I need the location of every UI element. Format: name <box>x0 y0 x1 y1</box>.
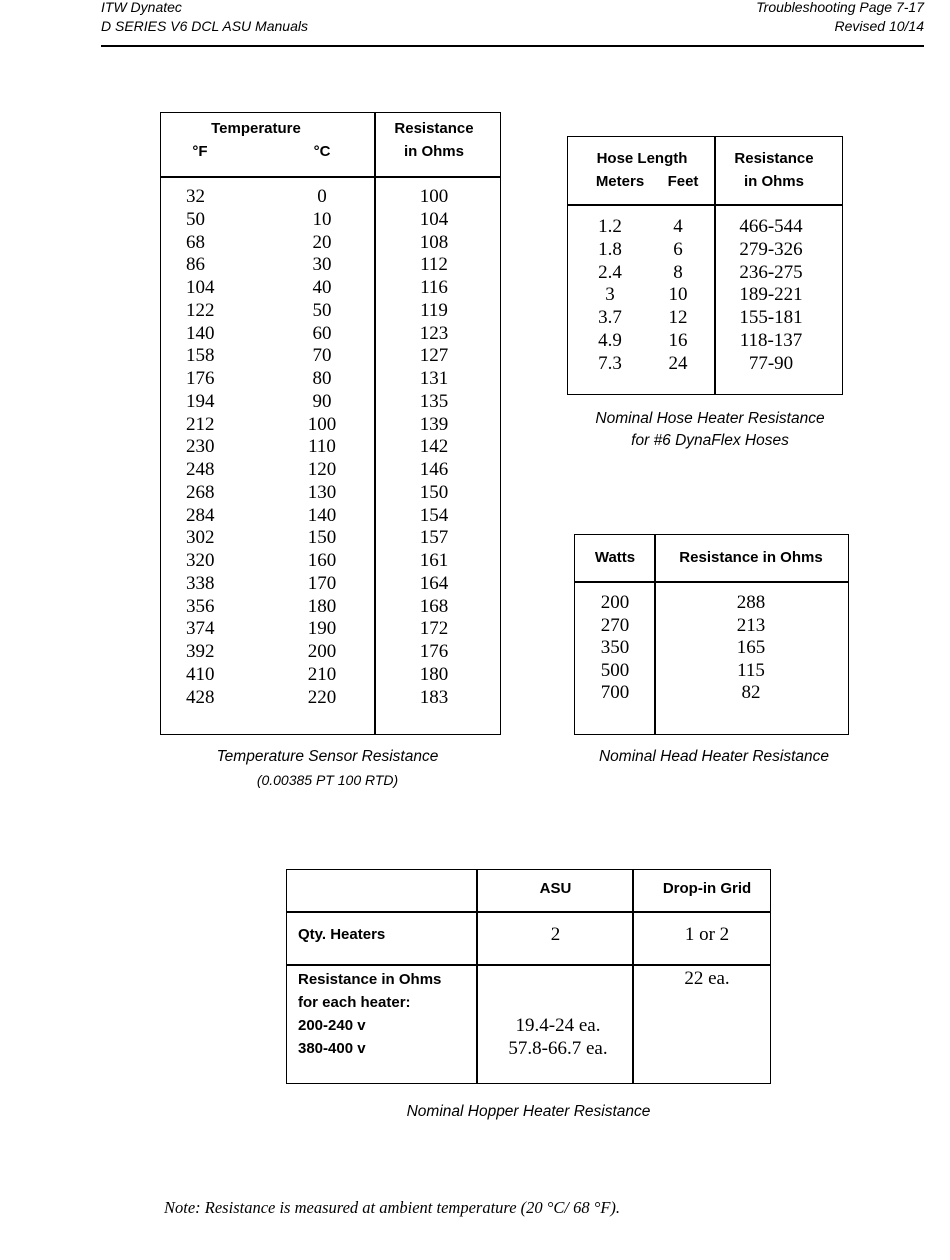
ohms-cell: 146 <box>419 459 449 480</box>
celsius-cell: 190 <box>307 618 337 640</box>
celsius-cell: 60 <box>312 322 332 344</box>
celsius-cell: 130 <box>307 481 337 503</box>
ohms-cell: 155-181 <box>739 307 803 328</box>
fahrenheit-cell: 50 <box>186 208 205 230</box>
ohms-cell: 157 <box>419 527 449 549</box>
feet-header: Feet <box>667 173 699 190</box>
celsius-cell: 90 <box>312 390 332 412</box>
ohms-cell: 183 <box>419 686 449 708</box>
divider <box>574 581 849 583</box>
ohms-cell: 127 <box>419 345 449 367</box>
celsius-cell: 100 <box>307 413 337 435</box>
ohms-header: in Ohms <box>743 173 804 190</box>
ohms-cell: 213 <box>736 614 766 636</box>
hose-caption-2: for #6 DynaFlex Hoses <box>631 432 789 449</box>
ohms-cell: 466-544 <box>739 216 803 237</box>
ohms-cell: 131 <box>419 368 449 389</box>
celsius-cell: 210 <box>307 663 337 685</box>
head-caption: Nominal Head Heater Resistance <box>598 748 830 765</box>
fahrenheit-header: °F <box>192 143 208 160</box>
ohms-cell: 119 <box>420 299 448 321</box>
fahrenheit-cell: 428 <box>186 686 215 708</box>
watts-cell: 350 <box>600 637 630 659</box>
meters-cell: 2.4 <box>598 261 622 283</box>
feet-cell: 4 <box>673 216 683 237</box>
resistance-header: Resistance <box>734 150 814 167</box>
watts-cell: 500 <box>600 659 630 681</box>
watts-cell: 200 <box>600 592 630 613</box>
fahrenheit-cell: 230 <box>186 436 215 458</box>
ohms-cell: 168 <box>419 595 449 617</box>
ohms-cell: 165 <box>736 637 766 659</box>
voltage-200-240-label: 200-240 v <box>298 1017 366 1034</box>
celsius-cell: 220 <box>307 686 337 708</box>
fahrenheit-cell: 104 <box>186 277 215 298</box>
asu-resistance-200-240: 19.4-24 ea. <box>515 1015 601 1036</box>
celsius-cell: 80 <box>312 368 332 389</box>
ohms-cell: 288 <box>736 592 766 613</box>
ohms-cell: 279-326 <box>739 238 803 260</box>
fahrenheit-cell: 176 <box>186 368 215 389</box>
ohms-cell: 104 <box>419 208 449 230</box>
ohms-cell: 236-275 <box>739 261 803 283</box>
watts-header: Watts <box>594 549 636 566</box>
fahrenheit-cell: 212 <box>186 413 215 435</box>
ohms-cell: 180 <box>419 663 449 685</box>
dropin-grid-header: Drop-in Grid <box>662 880 752 897</box>
divider <box>374 112 376 735</box>
ohms-cell: 142 <box>419 436 449 458</box>
ohms-header: in Ohms <box>403 143 464 160</box>
divider <box>160 176 501 178</box>
celsius-cell: 140 <box>307 504 337 526</box>
feet-cell: 16 <box>668 329 688 351</box>
ohms-cell: 172 <box>419 618 449 640</box>
meters-cell: 3 <box>605 284 615 306</box>
ohms-cell: 82 <box>741 682 761 704</box>
fahrenheit-cell: 356 <box>186 595 215 617</box>
fahrenheit-cell: 410 <box>186 663 215 685</box>
hose-length-header: Hose Length <box>596 150 688 167</box>
fahrenheit-cell: 374 <box>186 618 215 640</box>
watts-cell: 270 <box>600 614 630 636</box>
ohms-cell: 150 <box>419 481 449 503</box>
qty-asu: 2 <box>550 924 561 945</box>
celsius-cell: 180 <box>307 595 337 617</box>
temperature-subcaption: (0.00385 PT 100 RTD) <box>256 772 399 788</box>
feet-cell: 12 <box>668 307 688 328</box>
celsius-cell: 200 <box>307 641 337 662</box>
ohms-cell: 77-90 <box>748 352 794 374</box>
meters-cell: 7.3 <box>598 352 622 374</box>
celsius-cell: 160 <box>307 550 337 571</box>
temperature-caption: Temperature Sensor Resistance <box>216 748 439 765</box>
meters-cell: 1.2 <box>598 216 622 237</box>
ohms-cell: 164 <box>419 572 449 594</box>
footnote: Note: Resistance is measured at ambient temperature (20 °C/ 68 °F). <box>164 1198 621 1217</box>
qty-dropin: 1 or 2 <box>684 924 730 945</box>
meters-cell: 1.8 <box>598 238 622 260</box>
for-each-heater-label: for each heater: <box>298 994 411 1011</box>
qty-heaters-label: Qty. Heaters <box>298 926 386 943</box>
ohms-cell: 118-137 <box>739 329 803 351</box>
company-name: ITW Dynatec <box>101 0 182 15</box>
ohms-cell: 161 <box>419 550 449 571</box>
header-right <box>756 0 924 36</box>
ohms-cell: 115 <box>737 659 765 681</box>
revision: Revised 10/14 <box>834 18 924 34</box>
ohms-cell: 108 <box>419 231 449 253</box>
watts-cell: 700 <box>600 682 630 704</box>
resistance-label: Resistance in Ohms <box>298 971 442 988</box>
fahrenheit-cell: 158 <box>186 345 215 367</box>
meters-cell: 4.9 <box>598 329 622 351</box>
asu-resistance-380-400: 57.8-66.7 ea. <box>508 1038 608 1059</box>
header-rule <box>101 45 924 47</box>
resistance-header: Resistance <box>394 120 474 137</box>
fahrenheit-cell: 32 <box>186 186 205 207</box>
manual-title: D SERIES V6 DCL ASU Manuals <box>101 18 308 34</box>
celsius-cell: 0 <box>317 186 327 207</box>
fahrenheit-cell: 284 <box>186 504 215 526</box>
fahrenheit-cell: 392 <box>186 641 215 662</box>
fahrenheit-cell: 248 <box>186 459 215 480</box>
celsius-cell: 170 <box>307 572 337 594</box>
ohms-cell: 123 <box>419 322 449 344</box>
feet-cell: 6 <box>673 238 683 260</box>
voltage-380-400-label: 380-400 v <box>298 1040 366 1057</box>
celsius-cell: 50 <box>312 299 332 321</box>
fahrenheit-cell: 268 <box>186 481 215 503</box>
feet-cell: 8 <box>673 261 683 283</box>
divider <box>567 204 843 206</box>
celsius-cell: 10 <box>312 208 332 230</box>
celsius-cell: 120 <box>307 459 337 480</box>
celsius-cell: 110 <box>308 436 336 458</box>
fahrenheit-cell: 86 <box>186 254 205 276</box>
feet-cell: 24 <box>668 352 688 374</box>
page-number: Troubleshooting Page 7-17 <box>756 0 924 15</box>
celsius-cell: 30 <box>312 254 332 276</box>
hose-caption: Nominal Hose Heater Resistance <box>595 410 825 427</box>
celsius-cell: 40 <box>312 277 332 298</box>
ohms-cell: 154 <box>419 504 449 526</box>
fahrenheit-cell: 140 <box>186 322 215 344</box>
ohms-cell: 112 <box>420 254 448 276</box>
ohms-cell: 189-221 <box>739 284 803 306</box>
celsius-cell: 70 <box>312 345 332 367</box>
resistance-header: Resistance in Ohms <box>679 549 823 566</box>
feet-cell: 10 <box>668 284 688 306</box>
meters-cell: 3.7 <box>598 307 622 328</box>
ohms-cell: 116 <box>420 277 448 298</box>
celsius-header: °C <box>313 143 331 160</box>
ohms-cell: 135 <box>419 390 449 412</box>
divider <box>286 911 771 913</box>
celsius-cell: 150 <box>307 527 337 549</box>
temperature-header: Temperature <box>211 120 301 137</box>
celsius-cell: 20 <box>312 231 332 253</box>
dropin-resistance: 22 ea. <box>684 968 730 989</box>
fahrenheit-cell: 68 <box>186 231 205 253</box>
header-left <box>101 0 308 36</box>
fahrenheit-cell: 122 <box>186 299 215 321</box>
meters-header: Meters <box>595 173 645 190</box>
fahrenheit-cell: 194 <box>186 390 215 412</box>
asu-header: ASU <box>539 880 572 897</box>
fahrenheit-cell: 320 <box>186 550 215 571</box>
divider <box>286 964 771 966</box>
ohms-cell: 100 <box>419 186 449 207</box>
ohms-cell: 139 <box>419 413 449 435</box>
fahrenheit-cell: 338 <box>186 572 215 594</box>
fahrenheit-cell: 302 <box>186 527 215 549</box>
ohms-cell: 176 <box>419 641 449 662</box>
hopper-caption: Nominal Hopper Heater Resistance <box>406 1103 651 1120</box>
